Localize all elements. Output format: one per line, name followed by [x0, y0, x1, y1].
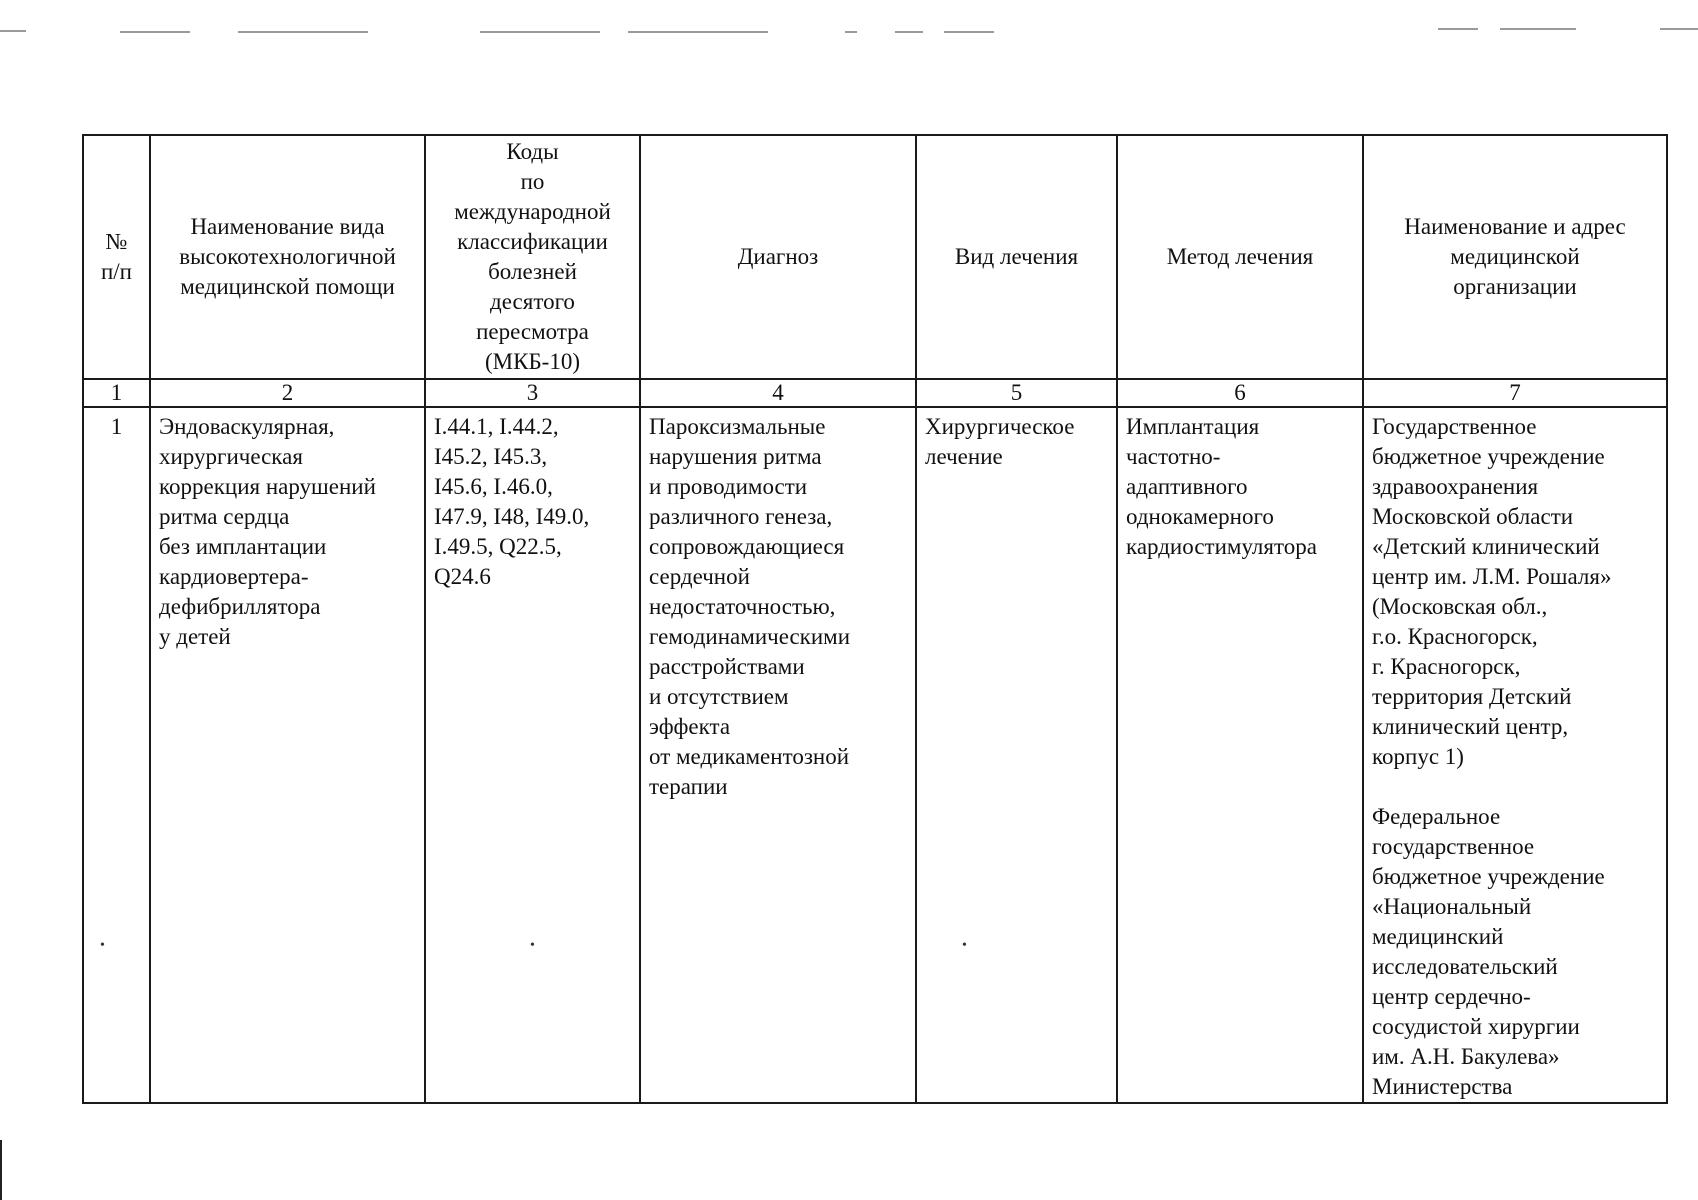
table-header-row	[83, 135, 1667, 379]
table-row	[83, 407, 1667, 1103]
paragraph-gap	[1372, 772, 1658, 802]
diagnosis-cell	[640, 407, 916, 1103]
cell-line: коррекция нарушений	[159, 474, 376, 499]
scan-speck: •	[530, 938, 535, 953]
column-number: 4	[640, 379, 916, 407]
header-line: №	[105, 229, 128, 254]
cell-line: I45.2, I45.3,	[434, 444, 548, 469]
column-number: 2	[150, 379, 425, 407]
cell-line: I47.9, I48, I49.0,	[434, 504, 590, 529]
header-diagnosis	[640, 135, 916, 379]
cell-line: Министерства	[1372, 1074, 1513, 1099]
cell-line: г.о. Красногорск,	[1372, 624, 1538, 649]
scan-edge-mark	[120, 31, 190, 33]
header-icd-codes	[425, 135, 640, 379]
header-line: Метод лечения	[1166, 244, 1314, 269]
cell-line: хирургическая	[159, 444, 303, 469]
cell-line: Государственное	[1372, 414, 1537, 439]
cell-line: у детей	[159, 624, 231, 649]
header-line: болезней	[488, 259, 577, 284]
cell-line: (Московская обл.,	[1372, 594, 1548, 619]
cell-line: Федеральное	[1372, 804, 1501, 829]
cell-line: территория Детский	[1372, 684, 1572, 709]
header-line: Вид лечения	[954, 244, 1079, 269]
column-number: 6	[1117, 379, 1363, 407]
cell-line: здравоохранения	[1372, 474, 1539, 499]
cell-line: центр сердечно-	[1372, 984, 1531, 1009]
cell-line: и отсутствием	[649, 684, 789, 709]
column-number: 7	[1363, 379, 1667, 407]
cell-line: «Национальный	[1372, 894, 1532, 919]
header-line: Диагноз	[737, 244, 819, 269]
cell-line: от медикаментозной	[649, 744, 850, 769]
header-number	[83, 135, 150, 379]
treatment-method-cell	[1117, 407, 1363, 1103]
header-line: пересмотра	[476, 319, 589, 344]
cell-line: и проводимости	[649, 474, 808, 499]
scan-speck: •	[100, 938, 105, 953]
cell-line: нарушения ритма	[649, 444, 822, 469]
column-number: 3	[425, 379, 640, 407]
cell-line: центр им. Л.М. Рошаля»	[1372, 564, 1612, 589]
cell-line: различного генеза,	[649, 504, 833, 529]
cell-line: Пароксизмальные	[649, 414, 826, 439]
cell-line: Московской области	[1372, 504, 1574, 529]
scan-speck: •	[962, 938, 967, 953]
header-line: по	[520, 169, 545, 194]
scan-edge-mark	[628, 31, 768, 33]
cell-line: им. А.Н. Бакулева»	[1372, 1044, 1560, 1069]
cell-line: лечение	[925, 444, 1003, 469]
header-line: (МКБ-10)	[485, 349, 580, 374]
column-number-row	[83, 379, 1667, 407]
procedures-table	[82, 134, 1668, 1104]
scan-edge-mark	[480, 31, 600, 33]
header-line: Коды	[506, 139, 559, 164]
cell-line: терапии	[649, 774, 728, 799]
cell-line: исследовательский	[1372, 954, 1558, 979]
cell-line: Эндоваскулярная,	[159, 414, 335, 439]
cell-line: Хирургическое	[925, 414, 1075, 439]
header-line: десятого	[490, 289, 575, 314]
scan-edge-mark	[895, 31, 923, 33]
header-organization	[1363, 135, 1667, 379]
cell-line: клинический центр,	[1372, 714, 1569, 739]
header-line: Наименование вида	[190, 214, 385, 239]
cell-line: бюджетное учреждение	[1372, 444, 1605, 469]
header-line: Наименование и адрес	[1404, 214, 1626, 239]
row-number-cell	[83, 407, 150, 1103]
cell-line: сопровождающиеся	[649, 534, 845, 559]
column-number: 5	[916, 379, 1117, 407]
cell-line: Имплантация	[1126, 414, 1260, 439]
cell-line: частотно-	[1126, 444, 1221, 469]
cell-line: медицинский	[1372, 924, 1504, 949]
row-number: 1	[110, 414, 123, 439]
scan-edge-mark	[944, 31, 994, 33]
header-line: медицинской	[1450, 244, 1580, 269]
organization-cell	[1363, 407, 1667, 1103]
cell-line: корпус 1)	[1372, 744, 1464, 769]
cell-line: расстройствами	[649, 654, 805, 679]
cell-line: сосудистой хирургии	[1372, 1014, 1580, 1039]
cell-line: г. Красногорск,	[1372, 654, 1521, 679]
header-treatment-type	[916, 135, 1117, 379]
scan-edge-mark	[0, 30, 26, 32]
cell-line: однокамерного	[1126, 504, 1274, 529]
cell-line: I.49.5, Q22.5,	[434, 534, 562, 559]
scan-edge-mark	[1660, 28, 1698, 30]
cell-line: дефибриллятора	[159, 594, 321, 619]
cell-line: I45.6, I.46.0,	[434, 474, 553, 499]
header-line: медицинской помощи	[180, 274, 395, 299]
header-line: высокотехнологичной	[179, 244, 396, 269]
cell-line: «Детский клинический	[1372, 534, 1600, 559]
header-treatment-method	[1117, 135, 1363, 379]
cell-line: Q24.6	[434, 564, 491, 589]
cell-line: кардиовертера-	[159, 564, 309, 589]
cell-line: сердечной	[649, 564, 750, 589]
cell-line: I.44.1, I.44.2,	[434, 414, 559, 439]
scan-edge-mark	[1438, 28, 1478, 30]
header-line: международной	[454, 199, 611, 224]
scan-edge-mark	[845, 31, 857, 33]
header-line: организации	[1453, 274, 1577, 299]
cell-line: эффекта	[649, 714, 731, 739]
cell-line: адаптивного	[1126, 474, 1248, 499]
scan-edge-mark	[1500, 28, 1576, 30]
cell-line: ритма сердца	[159, 504, 290, 529]
header-line: п/п	[100, 259, 132, 284]
cell-line: гемодинамическими	[649, 624, 851, 649]
scan-edge-mark	[0, 1140, 2, 1200]
header-line: классификации	[457, 229, 608, 254]
scan-edge-mark	[238, 31, 368, 33]
column-number: 1	[83, 379, 150, 407]
icd-codes-cell	[425, 407, 640, 1103]
cell-line: недостаточностью,	[649, 594, 836, 619]
cell-line: кардиостимулятора	[1126, 534, 1317, 559]
cell-line: государственное	[1372, 834, 1535, 859]
cell-line: без имплантации	[159, 534, 327, 559]
cell-line: бюджетное учреждение	[1372, 864, 1605, 889]
care-type-cell	[150, 407, 425, 1103]
header-care-type	[150, 135, 425, 379]
treatment-type-cell	[916, 407, 1117, 1103]
